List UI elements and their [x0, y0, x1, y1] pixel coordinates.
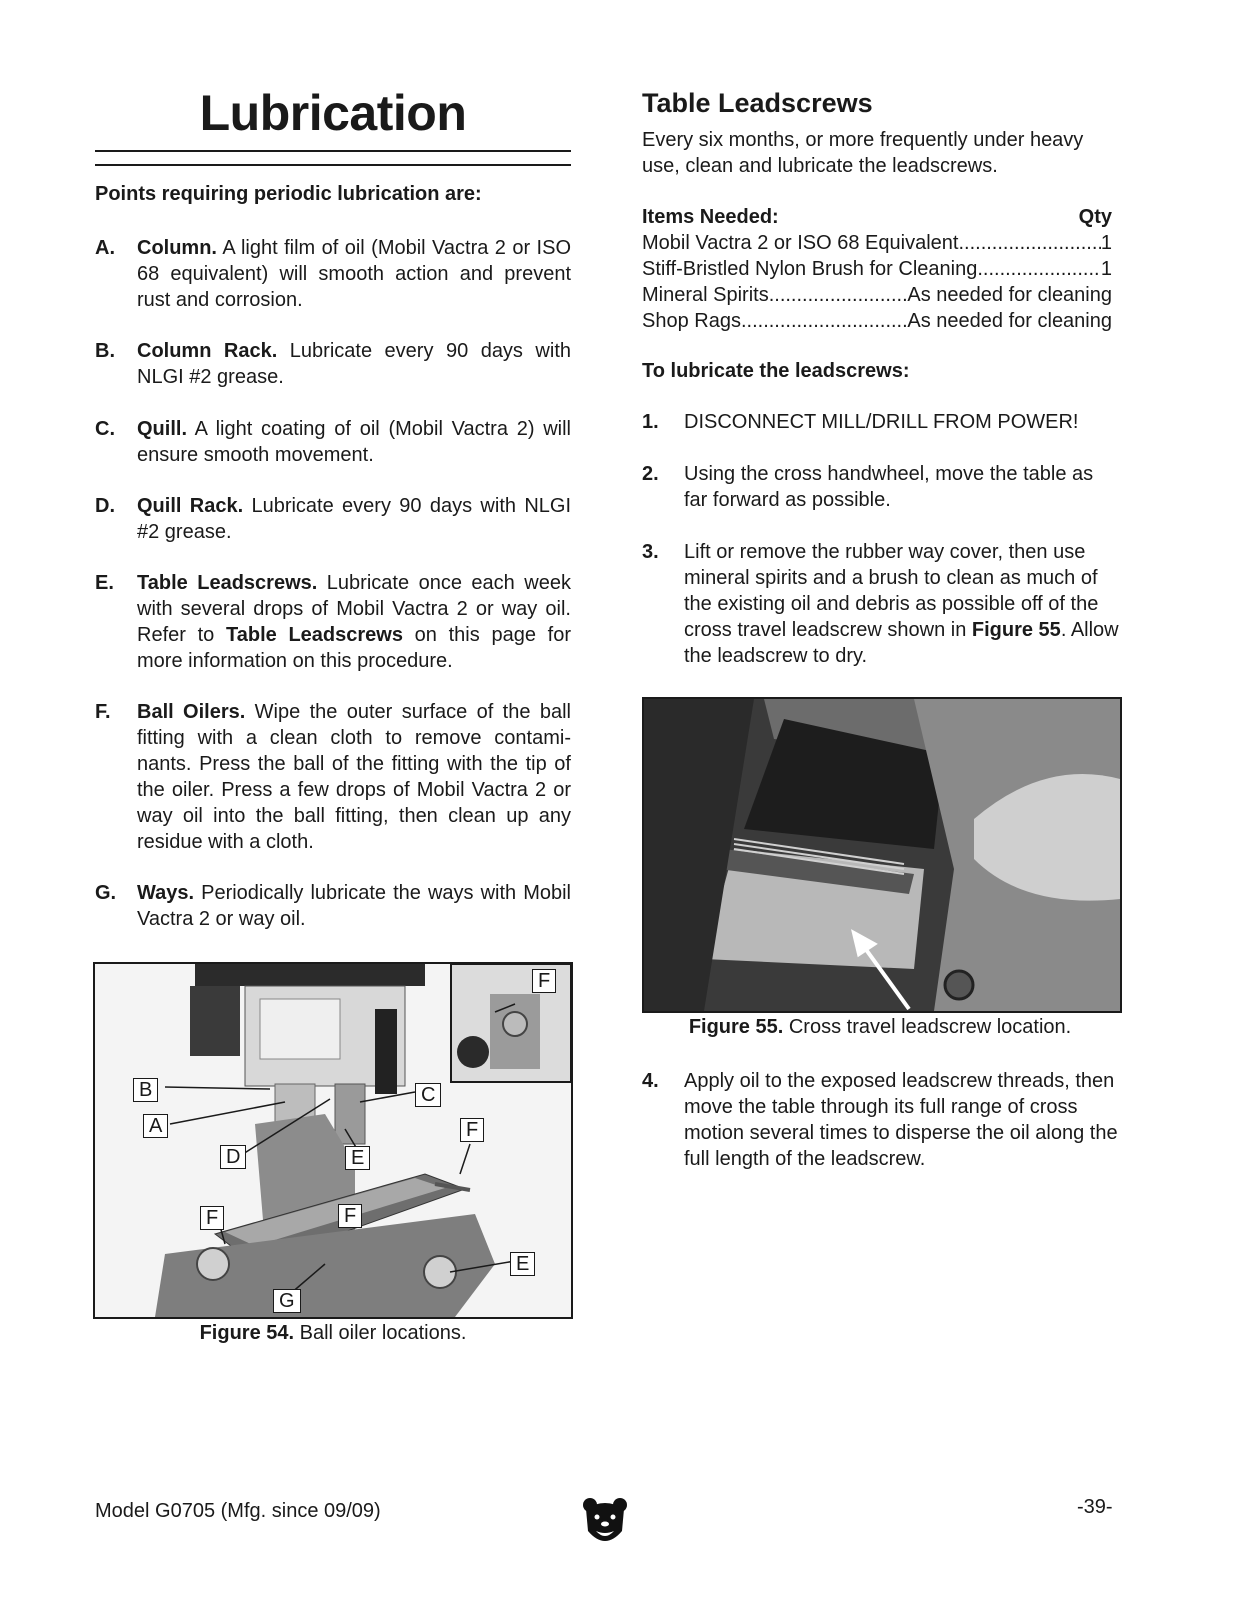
callout-label: E [510, 1252, 535, 1276]
step-text: . Allow the leadscrew to dry. [684, 619, 1119, 667]
list-item [642, 282, 1112, 308]
list-item [642, 230, 1112, 256]
lubrication-point-d [95, 493, 571, 545]
lubrication-point-e [95, 570, 571, 674]
point-name: Ways. [137, 882, 195, 904]
point-text: Lubricate every 90 days with NLGI #2 grease. [137, 495, 571, 543]
point-name: Table Leadscrews. [137, 572, 318, 594]
point-letter: F. [95, 701, 111, 723]
point-name: Quill Rack. [137, 495, 244, 517]
items-needed-header [642, 204, 1112, 230]
step-text: DISCONNECT MILL/DRILL FROM POWER! [684, 411, 1079, 433]
section-intro: Every six months, or more frequently under heavy use, clean and lubricate the leadscrews. [642, 129, 1084, 177]
point-text: A light film of oil (Mobil Vactra 2 or ISO 68 equivalent) will smooth action and prevent rust and corrosion. [137, 237, 571, 311]
title-rule-top [95, 150, 571, 152]
figure-caption-text: Cross travel leadscrew location. [783, 1016, 1072, 1038]
callout-label: F [460, 1118, 484, 1142]
figure-55-caption [642, 1016, 1118, 1039]
callout-label: F [338, 1204, 362, 1228]
callout-label: G [273, 1289, 301, 1313]
bear-head-logo-icon [582, 1497, 628, 1549]
point-letter: G. [95, 882, 117, 904]
item-qty: 1 [1100, 258, 1112, 280]
point-letter: C. [95, 418, 115, 440]
procedure-step-1 [642, 409, 1120, 435]
callout-label: F [532, 969, 556, 993]
leadscrew-photo [644, 699, 1120, 1011]
callout-label: E [345, 1146, 370, 1170]
point-text: Wipe the outer surface of the ball fitting with a clean cloth to remove contami-nants. Press the ball of the fitting with the tip of the oiler. Press a few drops of Mobil Vactra 2 or way oil into the ball fitting, then clean up any residue with a cloth. [137, 701, 571, 853]
figure-label: Figure 54. [199, 1322, 295, 1344]
list-item [642, 308, 1112, 334]
lubrication-point-c [95, 416, 571, 468]
items-needed-list [642, 204, 1112, 334]
figure-label: Figure 55. [688, 1016, 784, 1038]
figure-55-image [642, 697, 1122, 1013]
figure-caption-text: Ball oiler locations. [294, 1322, 467, 1344]
step-number: 2. [642, 463, 659, 485]
callout-label: A [143, 1114, 168, 1138]
mill-drill-illustration [95, 964, 571, 1317]
callout-label: D [220, 1145, 246, 1169]
figure-54-image [93, 962, 573, 1319]
point-letter: D. [95, 495, 115, 517]
procedure-step-2 [642, 461, 1120, 513]
point-text: Lubricate every 90 days with NLGI #2 grease. [137, 340, 571, 388]
callout-label: C [415, 1083, 441, 1107]
procedure-heading: To lubricate the leadscrews: [642, 360, 910, 382]
step-text: Apply oil to the exposed leadscrew threads, then move the table through its full range of cross motion several times to disperse the oil along the full length of the leadscrew. [684, 1070, 1118, 1170]
point-letter: A. [95, 237, 115, 259]
lubrication-point-g [95, 880, 571, 932]
list-item [642, 256, 1112, 282]
point-letter: E. [95, 572, 114, 594]
callout-label: B [133, 1078, 158, 1102]
item-qty: As needed for cleaning [907, 310, 1112, 332]
section-reference: Table Leadscrews [226, 624, 403, 646]
figure-reference: Figure 55 [971, 619, 1061, 641]
point-name: Column Rack. [137, 340, 278, 362]
step-text: Lift or remove the rubber way cover, then use mineral spirits and a brush to clean as much of the existing oil and debris as possible off of the cross travel leadscrew shown in [684, 541, 1099, 641]
figure-54-caption [95, 1322, 571, 1345]
point-name: Column. [137, 237, 217, 259]
item-name: Mobil Vactra 2 or ISO 68 Equivalent [642, 232, 959, 254]
items-needed-label: Items Needed: [642, 206, 779, 228]
point-text: Periodically lubricate the ways with Mobil Vactra 2 or way oil. [137, 882, 571, 930]
page-title: Lubrication [199, 85, 467, 141]
procedure-step-4 [642, 1068, 1120, 1172]
lubrication-point-a [95, 235, 571, 313]
step-number: 3. [642, 541, 659, 563]
item-name: Stiff-Bristled Nylon Brush for Cleaning [642, 258, 978, 280]
point-text: on this page for more information on this procedure. [137, 624, 571, 672]
lubrication-point-f [95, 699, 571, 855]
item-qty: As needed for cleaning [907, 284, 1112, 306]
step-number: 1. [642, 411, 659, 433]
point-text: A light coating of oil (Mobil Vactra 2) will ensure smooth movement. [137, 418, 571, 466]
point-letter: B. [95, 340, 115, 362]
footer-model: Model G0705 (Mfg. since 09/09) [95, 1500, 381, 1522]
lubrication-intro: Points requiring periodic lubrication are: [95, 183, 482, 205]
point-name: Quill. [137, 418, 187, 440]
title-rule-bottom [95, 164, 571, 166]
item-name: Mineral Spirits [642, 284, 769, 306]
step-number: 4. [642, 1070, 659, 1092]
section-heading: Table Leadscrews [642, 88, 873, 118]
item-name: Shop Rags [642, 310, 741, 332]
qty-label: Qty [1078, 206, 1112, 228]
step-text: Using the cross handwheel, move the table as far forward as possible. [684, 463, 1094, 511]
point-name: Ball Oilers. [137, 701, 246, 723]
item-qty: 1 [1100, 232, 1112, 254]
callout-label: F [200, 1206, 224, 1230]
lubrication-point-b [95, 338, 571, 390]
procedure-step-3 [642, 539, 1120, 669]
point-text: Lubricate once each week with several drops of Mobil Vactra 2 or way oil. Refer to [137, 572, 571, 646]
page-number: -39- [1077, 1496, 1113, 1518]
